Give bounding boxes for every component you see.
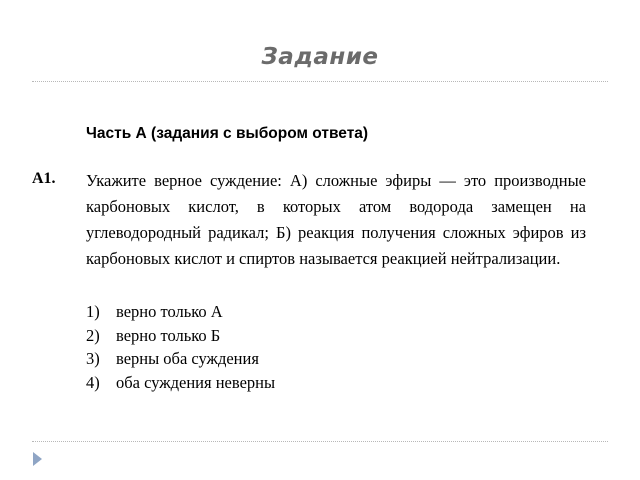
answer-text: верно только А (116, 302, 223, 321)
answer-number: 4) (86, 372, 100, 392)
answer-text: оба суждения неверны (116, 372, 276, 392)
answer-text: верно только Б (116, 325, 221, 345)
top-divider (32, 81, 608, 82)
answer-option-2 (86, 324, 275, 348)
answer-option-4 (86, 371, 275, 395)
answer-number: 3) (86, 349, 100, 368)
answer-text: верны оба суждения (116, 349, 259, 368)
answer-number: 2) (86, 325, 100, 345)
slide-title: Задание (261, 44, 379, 70)
answer-option-3 (86, 347, 275, 371)
question-number: А1. (32, 170, 56, 187)
part-heading: Часть А (задания с выбором ответа) (86, 125, 369, 142)
answer-number: 1) (86, 302, 100, 321)
bottom-divider (32, 441, 608, 442)
answer-option-1 (86, 300, 275, 324)
play-arrow-icon[interactable] (33, 452, 42, 466)
question-text: Укажите верное суждение: А) сложные эфиры — это производные карбоновых кислот, в которых атом водорода замещен на углеводородный радикал; Б) реакция получения сложных эфиров из карбоновых кислот и спиртов называется реакцией нейтрализации. (86, 171, 586, 268)
answer-options (86, 300, 275, 394)
